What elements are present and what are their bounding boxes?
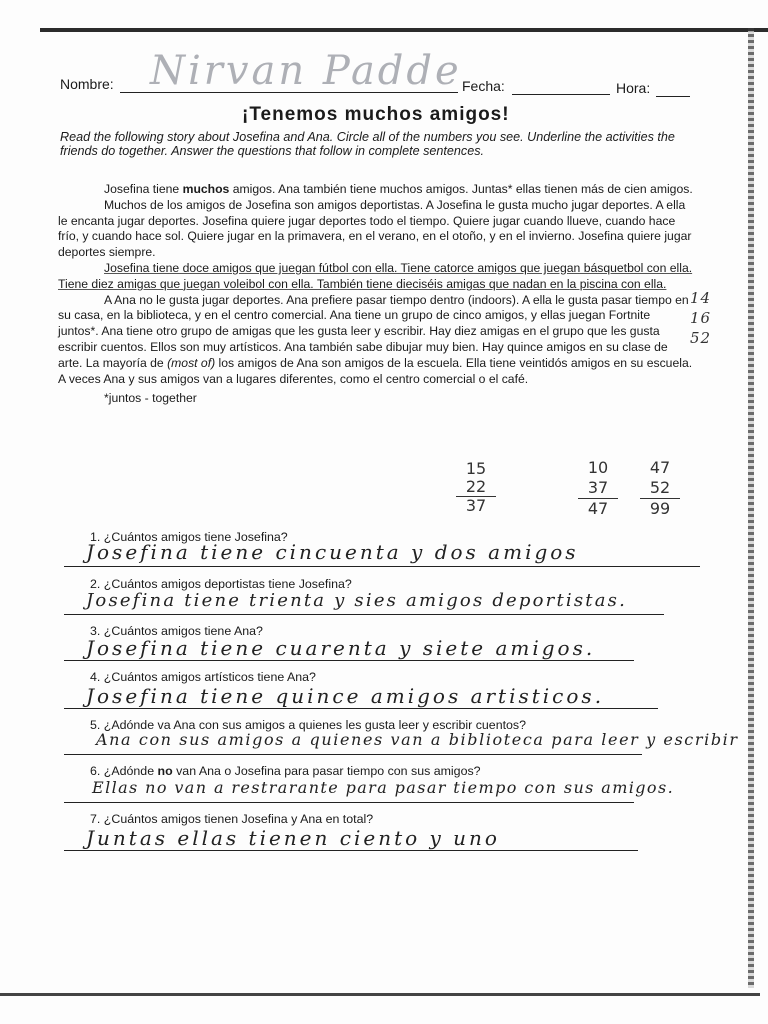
answer-line-3 [64,660,634,661]
nombre-label: Nombre: [60,76,114,92]
answer-line-4 [64,708,658,709]
answer-line-7 [64,850,638,851]
nombre-handwritten-value: Nirvan Padde [150,48,462,94]
instructions: Read the following story about Josefina and Ana. Circle all of the numbers you see. Underline the activities the friends do together. Answer the questions that follow in complete sentences. [60,130,675,158]
question-6: 6. ¿Adónde no van Ana o Josefina para pasar tiempo con sus amigos? [90,764,481,778]
answer-7: Juntas ellas tienen ciento y uno [86,826,500,850]
question-3: 3. ¿Cuántos amigos tiene Ana? [90,624,263,638]
question-1: 1. ¿Cuántos amigos tiene Josefina? [90,530,288,544]
answer-4: Josefina tiene quince amigos artisticos. [86,684,605,708]
page-bottom-edge [0,993,760,996]
answer-3: Josefina tiene cuarenta y siete amigos. [86,636,596,660]
story-text [58,182,694,407]
hora-label: Hora: [616,80,651,96]
story-paragraph-3: Josefina tiene doce amigos que juegan fútbol con ella. Tiene catorce amigos que juegan básquetbol con ella. Tiene diez amigas que juegan voleibol con ella. También tiene dieciséis amigas que nadan en la piscina con ella. [58,260,693,291]
answer-line-1 [64,566,700,567]
hora-line [656,96,690,97]
margin-numbers-note: 14 16 52 [690,289,712,347]
page-top-edge [40,28,768,32]
fecha-line [512,94,610,95]
margin-sum-3: 47 52 99 [640,458,680,519]
question-2: 2. ¿Cuántos amigos deportistas tiene Josefina? [90,577,352,591]
answer-2: Josefina tiene trienta y sies amigos deportistas. [86,590,628,611]
question-5: 5. ¿Adónde va Ana con sus amigos a quienes les gusta leer y escribir cuentos? [90,718,527,732]
margin-sum-1: 15 22 37 [456,460,496,515]
page-title: ¡Tenemos muchos amigos! [242,104,510,125]
question-7: 7. ¿Cuántos amigos tienen Josefina y Ana en total? [90,812,374,826]
answer-line-2 [64,614,664,615]
story-paragraph-4: A Ana no le gusta jugar deportes. Ana prefiere pasar tiempo dentro (indoors). A ella le gusta pasar tiempo en su casa, en la biblioteca, y en el centro comercial. Ana tiene un grupo de cinco amigos, y ellas juegan Fortnite juntos*. Ana tiene otro grupo de amigas que les gusta leer y escribir. Hay diez amigas en el grupo que les gusta escribir cuentos. Ellos son muy artísticos. Ana también sabe dibujar muy bien. Hay quince amigos en su clase de arte. La mayoría de (most of) los amigos de Ana son amigos de la escuela. Ella tiene veintidós amigos en su escuela. A veces Ana y sus amigos van a lugares diferentes, como el centro comercial o el café. [58,292,693,386]
answer-line-6 [64,802,634,803]
fecha-label: Fecha: [462,78,505,94]
answer-5: Ana con sus amigos a quienes van a biblioteca para leer y escribir [96,730,739,749]
answer-1: Josefina tiene cincuenta y dos amigos [86,540,579,564]
story-footnote: *juntos - together [104,391,197,406]
answer-line-5 [64,754,642,755]
margin-sum-2: 10 37 47 [578,458,618,519]
question-4: 4. ¿Cuántos amigos artísticos tiene Ana? [90,670,316,684]
story-paragraph-2: Muchos de los amigos de Josefina son amigos deportistas. A Josefina le gusta mucho jugar deportes. A ella le encanta jugar deportes. Josefina quiere jugar deportes todo el tiempo. Quiere jugar cuando llueve, cuando hace frío, y cuando hace sol. Quiere jugar en la primavera, en el verano, en el otoño, y en el invierno. Josefina quiere jugar deportes siempre. [58,197,692,260]
page-right-edge [748,28,754,988]
story-paragraph-1: Josefina tiene muchos amigos. Ana también tiene muchos amigos. Juntas* ellas tienen más de cien amigos. [104,182,693,196]
answer-6: Ellas no van a restrarante para pasar tiempo con sus amigos. [92,778,675,797]
